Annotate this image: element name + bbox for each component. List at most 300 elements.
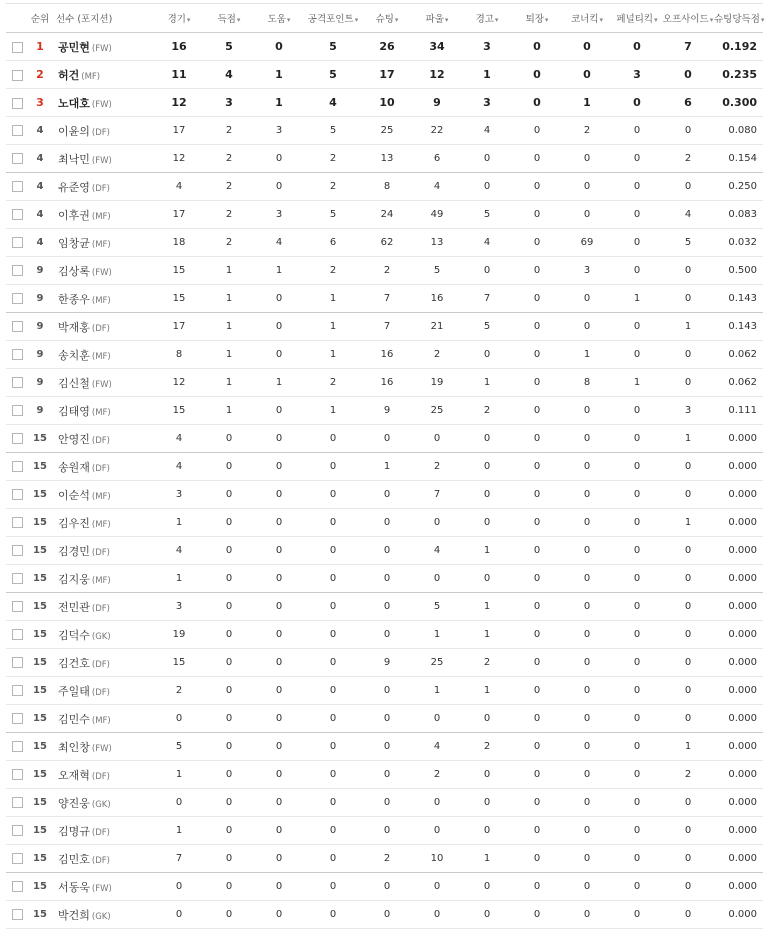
stat-cell-goals: 0 [204, 733, 254, 761]
stat-cell-assists: 0 [254, 33, 304, 61]
row-select-cell [6, 285, 28, 313]
table-row[interactable] [6, 229, 763, 257]
stat-cell-games: 4 [154, 425, 204, 453]
row-checkbox[interactable] [12, 685, 23, 696]
stat-cell-goals: 0 [204, 677, 254, 705]
stat-cell-shot-ratio: 0.000 [714, 509, 763, 537]
stat-cell-ap: 0 [304, 817, 362, 845]
table-row[interactable] [6, 397, 763, 425]
stat-cell-warn: 1 [462, 369, 512, 397]
stat-cell-shot-ratio: 0.143 [714, 313, 763, 341]
stat-cell-eject: 0 [512, 257, 562, 285]
player-name[interactable]: 유준영 [58, 180, 90, 194]
stat-cell-corner: 0 [562, 593, 612, 621]
stat-cell-fouls: 2 [412, 341, 462, 369]
stat-cell-corner: 0 [562, 33, 612, 61]
stat-cell-shots: 0 [362, 509, 412, 537]
stat-cell-eject: 0 [512, 705, 562, 733]
row-checkbox[interactable] [12, 293, 23, 304]
stat-cell-fouls: 9 [412, 89, 462, 117]
stat-cell-ap: 0 [304, 873, 362, 901]
sort-ejections-header[interactable]: 퇴장▾ [512, 4, 562, 33]
table-row[interactable] [6, 593, 763, 621]
stat-cell-games: 15 [154, 649, 204, 677]
stat-cell-eject: 0 [512, 481, 562, 509]
stat-cell-fouls: 4 [412, 537, 462, 565]
player-position: (DF) [91, 323, 110, 334]
row-select-cell [6, 873, 28, 901]
stat-cell-shot-ratio: 0.154 [714, 145, 763, 173]
player-name[interactable]: 전민관 [58, 600, 90, 614]
player-name[interactable]: 임창균 [58, 236, 90, 250]
rank-cell: 3 [28, 89, 52, 117]
row-checkbox[interactable] [12, 909, 23, 920]
stat-cell-off: 0 [662, 901, 714, 929]
table-row[interactable] [6, 257, 763, 285]
player-position: (FW) [91, 883, 112, 894]
stat-cell-fouls: 4 [412, 173, 462, 201]
stat-cell-warn: 0 [462, 817, 512, 845]
table-row[interactable] [6, 817, 763, 845]
player-name-cell [52, 201, 154, 229]
stat-cell-eject: 0 [512, 341, 562, 369]
table-row[interactable] [6, 509, 763, 537]
stat-cell-eject: 0 [512, 845, 562, 873]
row-checkbox[interactable] [12, 433, 23, 444]
rank-cell: 9 [28, 285, 52, 313]
stat-cell-goals: 0 [204, 761, 254, 789]
stat-cell-eject: 0 [512, 761, 562, 789]
sort-games-header[interactable]: 경기▾ [154, 4, 204, 33]
player-name[interactable]: 허건 [58, 68, 80, 82]
stat-cell-games: 8 [154, 341, 204, 369]
stat-cell-fouls: 49 [412, 201, 462, 229]
stat-cell-corner: 0 [562, 201, 612, 229]
stat-cell-fouls: 10 [412, 845, 462, 873]
stat-cell-ap: 5 [304, 201, 362, 229]
player-name-cell [52, 509, 154, 537]
table-row[interactable] [6, 845, 763, 873]
table-row[interactable] [6, 341, 763, 369]
stat-cell-shot-ratio: 0.250 [714, 173, 763, 201]
table-row[interactable] [6, 369, 763, 397]
player-name[interactable]: 오재혁 [58, 768, 90, 782]
row-select-cell [6, 369, 28, 397]
stat-cell-warn: 2 [462, 733, 512, 761]
row-select-cell [6, 257, 28, 285]
sort-goals-header[interactable]: 득점▾ [204, 4, 254, 33]
player-name[interactable]: 주일태 [58, 684, 90, 698]
stat-cell-assists: 0 [254, 481, 304, 509]
stat-cell-pk: 1 [612, 285, 662, 313]
player-name[interactable]: 서동욱 [58, 880, 90, 894]
stat-cell-shots: 10 [362, 89, 412, 117]
stat-cell-fouls: 1 [412, 677, 462, 705]
stat-cell-corner: 3 [562, 257, 612, 285]
rank-cell: 4 [28, 173, 52, 201]
stat-cell-shot-ratio: 0.000 [714, 649, 763, 677]
player-name-cell [52, 257, 154, 285]
row-select-cell [6, 33, 28, 61]
stat-cell-assists: 0 [254, 789, 304, 817]
player-position: (DF) [91, 127, 110, 138]
stat-cell-off: 4 [662, 201, 714, 229]
row-checkbox[interactable] [12, 825, 23, 836]
stat-cell-fouls: 0 [412, 565, 462, 593]
sort-offsides-header[interactable]: 오프사이드▾ [662, 4, 714, 33]
stat-cell-assists: 0 [254, 145, 304, 173]
stat-cell-off: 0 [662, 285, 714, 313]
player-name-cell [52, 369, 154, 397]
stat-cell-shots: 0 [362, 565, 412, 593]
stat-cell-corner: 0 [562, 845, 612, 873]
row-select-cell [6, 341, 28, 369]
row-checkbox[interactable] [12, 713, 23, 724]
stat-cell-shots: 24 [362, 201, 412, 229]
stat-cell-games: 12 [154, 369, 204, 397]
player-position: (GK) [91, 631, 111, 642]
stat-cell-games: 4 [154, 537, 204, 565]
row-checkbox[interactable] [12, 377, 23, 388]
stat-cell-corner: 0 [562, 789, 612, 817]
row-checkbox[interactable] [12, 209, 23, 220]
player-name[interactable]: 김덕수 [58, 628, 90, 642]
rank-cell: 15 [28, 621, 52, 649]
rank-cell: 15 [28, 873, 52, 901]
table-row[interactable] [6, 649, 763, 677]
sort-penalties-header[interactable]: 페널티킥▾ [612, 4, 662, 33]
player-name[interactable]: 공민현 [58, 40, 90, 54]
stat-cell-fouls: 12 [412, 61, 462, 89]
player-position: (FW) [91, 99, 112, 110]
stat-cell-pk: 0 [612, 173, 662, 201]
player-name[interactable]: 최낙민 [58, 152, 90, 166]
stat-cell-fouls: 4 [412, 733, 462, 761]
row-checkbox[interactable] [12, 349, 23, 360]
table-row[interactable] [6, 173, 763, 201]
stat-cell-shot-ratio: 0.111 [714, 397, 763, 425]
player-name[interactable]: 이후권 [58, 208, 90, 222]
stat-cell-off: 1 [662, 509, 714, 537]
table-row[interactable] [6, 201, 763, 229]
rank-cell: 2 [28, 61, 52, 89]
row-checkbox[interactable] [12, 461, 23, 472]
stat-cell-shots: 25 [362, 117, 412, 145]
row-checkbox[interactable] [12, 405, 23, 416]
stat-cell-eject: 0 [512, 901, 562, 929]
stat-cell-assists: 0 [254, 313, 304, 341]
stat-cell-shot-ratio: 0.000 [714, 705, 763, 733]
rank-cell: 15 [28, 705, 52, 733]
stat-cell-corner: 0 [562, 145, 612, 173]
stat-cell-assists: 0 [254, 593, 304, 621]
table-row[interactable] [6, 61, 763, 89]
row-select-cell [6, 89, 28, 117]
table-row[interactable] [6, 117, 763, 145]
rank-cell: 15 [28, 901, 52, 929]
row-checkbox[interactable] [12, 741, 23, 752]
table-row[interactable] [6, 481, 763, 509]
stat-cell-assists: 0 [254, 509, 304, 537]
stat-cell-assists: 0 [254, 173, 304, 201]
stat-cell-corner: 0 [562, 285, 612, 313]
stat-cell-ap: 1 [304, 341, 362, 369]
sort-arrow-icon: ▾ [394, 16, 399, 24]
player-name[interactable]: 이윤의 [58, 124, 90, 138]
stat-cell-assists: 0 [254, 621, 304, 649]
stat-cell-shots: 26 [362, 33, 412, 61]
player-name[interactable]: 최인창 [58, 740, 90, 754]
stat-cell-fouls: 0 [412, 425, 462, 453]
stat-cell-assists: 4 [254, 229, 304, 257]
row-checkbox[interactable] [12, 769, 23, 780]
player-header: 선수 (포지션) [52, 4, 154, 33]
rank-cell: 15 [28, 565, 52, 593]
player-position: (MF) [91, 211, 111, 222]
stat-cell-shot-ratio: 0.000 [714, 565, 763, 593]
sort-arrow-icon: ▾ [444, 16, 449, 24]
row-checkbox[interactable] [12, 573, 23, 584]
stat-cell-eject: 0 [512, 397, 562, 425]
stat-cell-games: 7 [154, 845, 204, 873]
player-name[interactable]: 김우진 [58, 516, 90, 530]
table-row[interactable] [6, 705, 763, 733]
stat-cell-goals: 0 [204, 593, 254, 621]
row-checkbox[interactable] [12, 797, 23, 808]
stat-cell-goals: 0 [204, 901, 254, 929]
stat-cell-shot-ratio: 0.000 [714, 425, 763, 453]
stat-cell-games: 5 [154, 733, 204, 761]
row-checkbox[interactable] [12, 98, 23, 109]
row-checkbox[interactable] [12, 853, 23, 864]
stat-cell-eject: 0 [512, 509, 562, 537]
sort-warnings-header[interactable]: 경고▾ [462, 4, 512, 33]
player-name[interactable]: 안영진 [58, 432, 90, 446]
row-checkbox[interactable] [12, 489, 23, 500]
stat-cell-shot-ratio: 0.000 [714, 481, 763, 509]
stat-cell-goals: 1 [204, 257, 254, 285]
stat-cell-shot-ratio: 0.000 [714, 453, 763, 481]
row-checkbox[interactable] [12, 125, 23, 136]
row-checkbox[interactable] [12, 517, 23, 528]
stat-cell-corner: 0 [562, 173, 612, 201]
table-row[interactable] [6, 537, 763, 565]
stat-cell-games: 17 [154, 117, 204, 145]
table-row[interactable] [6, 425, 763, 453]
stat-cell-pk: 0 [612, 621, 662, 649]
player-name[interactable]: 김태영 [58, 404, 90, 418]
stat-cell-shots: 9 [362, 397, 412, 425]
table-row[interactable] [6, 901, 763, 929]
stat-cell-eject: 0 [512, 649, 562, 677]
table-row[interactable] [6, 285, 763, 313]
table-row[interactable] [6, 89, 763, 117]
stat-cell-pk: 0 [612, 901, 662, 929]
row-checkbox[interactable] [12, 545, 23, 556]
sort-shot-ratio-header[interactable]: 슈팅당득점▾ [714, 4, 763, 33]
player-position: (MF) [91, 295, 111, 306]
player-position: (FW) [91, 379, 112, 390]
stat-cell-assists: 0 [254, 845, 304, 873]
stat-cell-ap: 2 [304, 369, 362, 397]
table-row[interactable] [6, 33, 763, 61]
player-name-cell [52, 621, 154, 649]
sort-corners-header[interactable]: 코너킥▾ [562, 4, 612, 33]
rank-cell: 4 [28, 145, 52, 173]
rank-cell: 15 [28, 761, 52, 789]
stat-cell-warn: 0 [462, 481, 512, 509]
sort-arrow-icon: ▾ [544, 16, 549, 24]
player-name[interactable]: 김상록 [58, 264, 90, 278]
stat-cell-games: 15 [154, 397, 204, 425]
stat-cell-shot-ratio: 0.000 [714, 789, 763, 817]
player-name[interactable]: 김신철 [58, 376, 90, 390]
stat-cell-shots: 16 [362, 369, 412, 397]
stat-cell-pk: 0 [612, 789, 662, 817]
sort-fouls-header[interactable]: 파울▾ [412, 4, 462, 33]
stat-cell-shots: 62 [362, 229, 412, 257]
row-select-cell [6, 425, 28, 453]
player-name[interactable]: 박재홍 [58, 320, 90, 334]
row-select-cell [6, 789, 28, 817]
player-name[interactable]: 송치훈 [58, 348, 90, 362]
row-checkbox[interactable] [12, 153, 23, 164]
rank-cell: 15 [28, 453, 52, 481]
sort-assists-header[interactable]: 도움▾ [254, 4, 304, 33]
rank-cell: 4 [28, 117, 52, 145]
player-name[interactable]: 김민수 [58, 712, 90, 726]
stat-cell-goals: 1 [204, 285, 254, 313]
row-select-cell [6, 509, 28, 537]
stat-cell-fouls: 0 [412, 705, 462, 733]
stat-cell-shots: 0 [362, 873, 412, 901]
row-select-cell [6, 565, 28, 593]
table-row[interactable] [6, 621, 763, 649]
stat-cell-pk: 0 [612, 761, 662, 789]
player-name[interactable]: 김명규 [58, 824, 90, 838]
row-checkbox[interactable] [12, 42, 23, 53]
stat-cell-goals: 2 [204, 117, 254, 145]
player-name[interactable]: 김민호 [58, 852, 90, 866]
stat-cell-fouls: 0 [412, 817, 462, 845]
stat-cell-games: 15 [154, 285, 204, 313]
stat-cell-shot-ratio: 0.000 [714, 901, 763, 929]
table-row[interactable] [6, 145, 763, 173]
stat-cell-off: 7 [662, 33, 714, 61]
stat-cell-goals: 1 [204, 313, 254, 341]
stat-cell-warn: 0 [462, 565, 512, 593]
stat-cell-goals: 0 [204, 425, 254, 453]
stat-cell-goals: 0 [204, 817, 254, 845]
stat-cell-warn: 3 [462, 89, 512, 117]
stat-cell-shot-ratio: 0.083 [714, 201, 763, 229]
row-checkbox[interactable] [12, 657, 23, 668]
stat-cell-corner: 0 [562, 453, 612, 481]
player-name[interactable]: 박건희 [58, 908, 90, 922]
stat-cell-pk: 0 [612, 145, 662, 173]
row-checkbox[interactable] [12, 265, 23, 276]
row-checkbox[interactable] [12, 881, 23, 892]
stat-cell-shot-ratio: 0.062 [714, 341, 763, 369]
player-name-cell [52, 845, 154, 873]
stat-cell-eject: 0 [512, 817, 562, 845]
stat-cell-off: 0 [662, 705, 714, 733]
player-name[interactable]: 김경민 [58, 544, 90, 558]
player-name[interactable]: 양진웅 [58, 796, 90, 810]
stat-cell-warn: 1 [462, 593, 512, 621]
stat-cell-games: 11 [154, 61, 204, 89]
stat-cell-warn: 0 [462, 705, 512, 733]
stat-cell-shots: 0 [362, 733, 412, 761]
stat-cell-shots: 0 [362, 901, 412, 929]
stat-cell-pk: 3 [612, 61, 662, 89]
stat-cell-warn: 0 [462, 145, 512, 173]
row-checkbox[interactable] [12, 321, 23, 332]
stat-cell-games: 3 [154, 481, 204, 509]
player-position: (DF) [91, 547, 110, 558]
table-row[interactable] [6, 565, 763, 593]
stat-cell-goals: 0 [204, 649, 254, 677]
table-row[interactable] [6, 453, 763, 481]
stat-cell-games: 0 [154, 789, 204, 817]
stat-cell-shot-ratio: 0.000 [714, 537, 763, 565]
stat-cell-warn: 0 [462, 257, 512, 285]
row-checkbox[interactable] [12, 629, 23, 640]
row-checkbox[interactable] [12, 70, 23, 81]
stat-cell-off: 0 [662, 677, 714, 705]
table-row[interactable] [6, 733, 763, 761]
stat-cell-warn: 1 [462, 677, 512, 705]
table-row[interactable] [6, 761, 763, 789]
stat-cell-off: 0 [662, 173, 714, 201]
stat-cell-off: 0 [662, 621, 714, 649]
table-row[interactable] [6, 313, 763, 341]
stat-cell-corner: 0 [562, 509, 612, 537]
stat-cell-pk: 0 [612, 593, 662, 621]
player-name[interactable]: 이순석 [58, 488, 90, 502]
player-position: (DF) [91, 771, 110, 782]
player-name-cell [52, 229, 154, 257]
row-checkbox[interactable] [12, 601, 23, 612]
stat-cell-shots: 0 [362, 537, 412, 565]
player-name[interactable]: 한종우 [58, 292, 90, 306]
table-row[interactable] [6, 873, 763, 901]
sort-shots-header[interactable]: 슈팅▾ [362, 4, 412, 33]
stat-cell-corner: 69 [562, 229, 612, 257]
player-stats-panel [6, 3, 763, 929]
player-name[interactable]: 노대호 [58, 96, 90, 110]
stat-cell-corner: 0 [562, 817, 612, 845]
sort-attack-points-header[interactable]: 공격포인트▾ [304, 4, 362, 33]
stat-cell-games: 17 [154, 313, 204, 341]
stat-cell-eject: 0 [512, 677, 562, 705]
player-name[interactable]: 김건호 [58, 656, 90, 670]
player-name-cell [52, 61, 154, 89]
player-name[interactable]: 송원재 [58, 460, 90, 474]
stat-cell-ap: 0 [304, 761, 362, 789]
table-row[interactable] [6, 789, 763, 817]
row-checkbox[interactable] [12, 181, 23, 192]
stat-cell-shot-ratio: 0.500 [714, 257, 763, 285]
stat-cell-assists: 0 [254, 901, 304, 929]
stat-cell-goals: 0 [204, 453, 254, 481]
stat-cell-pk: 0 [612, 201, 662, 229]
row-checkbox[interactable] [12, 237, 23, 248]
table-row[interactable] [6, 677, 763, 705]
player-position: (MF) [81, 71, 101, 82]
stat-cell-warn: 1 [462, 537, 512, 565]
player-name[interactable]: 김지웅 [58, 572, 90, 586]
